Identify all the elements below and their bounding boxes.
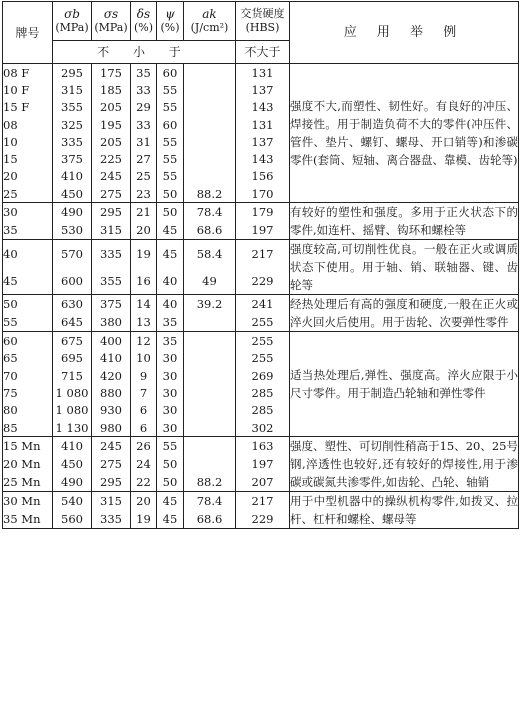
grade-cell: 35 [3, 221, 53, 240]
yield-strength-cell: 410 [92, 350, 131, 367]
elongation-cell: 9 [131, 367, 157, 384]
grade-cell: 15 Mn [3, 437, 53, 456]
impact-toughness-cell [184, 455, 236, 473]
not-more-than-header: 不大于 [236, 41, 290, 64]
reduction-of-area-cell: 40 [157, 267, 184, 295]
table-row [3, 332, 519, 350]
elongation-cell: 29 [131, 99, 157, 116]
yield-strength-header: σs (MPa) [92, 2, 131, 41]
table-header [3, 2, 519, 64]
reduction-of-area-header: ψ (%) [157, 2, 184, 41]
impact-toughness-cell [184, 150, 236, 167]
tensile-strength-cell: 355 [53, 99, 92, 116]
yield-strength-cell: 355 [92, 267, 131, 295]
elongation-cell: 14 [131, 295, 157, 314]
grade-cell: 45 [3, 267, 53, 295]
hardness-header: 交货硬度 (HBS) [236, 2, 290, 41]
reduction-of-area-cell: 55 [157, 99, 184, 116]
impact-toughness-cell: 88.2 [184, 473, 236, 492]
tensile-strength-cell: 335 [53, 133, 92, 150]
elongation-cell: 23 [131, 185, 157, 203]
hardness-cell: 207 [236, 473, 290, 492]
reduction-of-area-cell: 30 [157, 367, 184, 384]
tensile-strength-cell: 1 080 [53, 402, 92, 419]
grade-cell: 65 [3, 350, 53, 367]
hardness-cell: 255 [236, 332, 290, 350]
grade-cell: 10 F [3, 81, 53, 98]
impact-toughness-cell: 78.4 [184, 492, 236, 511]
elongation-cell: 7 [131, 384, 157, 401]
impact-toughness-header: ak (J/cm²) [184, 2, 236, 41]
hardness-cell: 302 [236, 419, 290, 437]
tensile-strength-cell: 1 130 [53, 419, 92, 437]
yield-strength-cell: 245 [92, 437, 131, 456]
yield-strength-cell: 380 [92, 313, 131, 332]
hardness-cell: 170 [236, 185, 290, 203]
elongation-cell: 13 [131, 313, 157, 332]
hardness-cell: 241 [236, 295, 290, 314]
grade-cell: 20 Mn [3, 455, 53, 473]
impact-toughness-cell [184, 81, 236, 98]
tensile-strength-header: σb (MPa) [53, 2, 92, 41]
tensile-strength-cell: 450 [53, 455, 92, 473]
hardness-cell: 229 [236, 267, 290, 295]
impact-toughness-cell: 68.6 [184, 510, 236, 529]
grade-cell: 20 [3, 168, 53, 185]
steel-group [3, 64, 519, 203]
impact-toughness-cell [184, 350, 236, 367]
grade-cell: 80 [3, 402, 53, 419]
grade-cell: 85 [3, 419, 53, 437]
reduction-of-area-cell: 50 [157, 455, 184, 473]
yield-strength-cell: 175 [92, 64, 131, 82]
impact-toughness-cell: 68.6 [184, 221, 236, 240]
tensile-strength-cell: 315 [53, 81, 92, 98]
elongation-cell: 10 [131, 350, 157, 367]
impact-toughness-cell [184, 384, 236, 401]
hardness-cell: 197 [236, 221, 290, 240]
impact-toughness-cell [184, 168, 236, 185]
elongation-cell: 27 [131, 150, 157, 167]
yield-strength-cell: 315 [92, 492, 131, 511]
yield-strength-cell: 205 [92, 99, 131, 116]
impact-toughness-cell [184, 419, 236, 437]
impact-toughness-cell: 49 [184, 267, 236, 295]
hardness-cell: 255 [236, 350, 290, 367]
tensile-strength-cell: 630 [53, 295, 92, 314]
reduction-of-area-cell: 50 [157, 473, 184, 492]
tensile-strength-cell: 600 [53, 267, 92, 295]
yield-strength-cell: 375 [92, 295, 131, 314]
tensile-strength-cell: 325 [53, 116, 92, 133]
application-cell: 适当热处理后,弹性、强度高。淬火应限于小尺寸零件。用于制造凸轮轴和弹性零件 [290, 332, 519, 437]
application-cell: 用于中型机器中的操纵机构零件,如拨叉、拉杆、杠杆和螺栓、螺母等 [290, 492, 519, 529]
yield-strength-cell: 275 [92, 455, 131, 473]
grade-cell: 08 F [3, 64, 53, 82]
grade-cell: 60 [3, 332, 53, 350]
grade-cell: 30 Mn [3, 492, 53, 511]
impact-toughness-cell [184, 64, 236, 82]
tensile-strength-cell: 540 [53, 492, 92, 511]
steel-group [3, 203, 519, 240]
reduction-of-area-cell: 40 [157, 295, 184, 314]
hardness-cell: 137 [236, 133, 290, 150]
elongation-cell: 20 [131, 492, 157, 511]
table-row [3, 240, 519, 268]
elongation-cell: 25 [131, 168, 157, 185]
elongation-cell: 26 [131, 437, 157, 456]
reduction-of-area-cell: 60 [157, 64, 184, 82]
table-row [3, 437, 519, 456]
reduction-of-area-cell: 55 [157, 150, 184, 167]
yield-strength-cell: 335 [92, 510, 131, 529]
yield-strength-cell: 335 [92, 240, 131, 268]
application-cell: 强度不大,而塑性、韧性好。有良好的冲压、焊接性。用于制造负荷不大的零件(冲压件、管件、垫片、螺钉、螺母、开口销等)和渗碳零件(套筒、短轴、离合器盘、靠模、齿轮等) [290, 64, 519, 203]
tensile-strength-cell: 410 [53, 168, 92, 185]
grade-cell: 10 [3, 133, 53, 150]
reduction-of-area-cell: 30 [157, 402, 184, 419]
grade-header: 牌号 [3, 2, 53, 64]
impact-toughness-cell [184, 99, 236, 116]
hardness-cell: 217 [236, 492, 290, 511]
elongation-cell: 31 [131, 133, 157, 150]
steel-group [3, 295, 519, 332]
grade-cell: 15 F [3, 99, 53, 116]
hardness-cell: 156 [236, 168, 290, 185]
yield-strength-cell: 295 [92, 473, 131, 492]
tensile-strength-cell: 570 [53, 240, 92, 268]
impact-toughness-cell [184, 402, 236, 419]
reduction-of-area-cell: 55 [157, 133, 184, 150]
steel-group [3, 240, 519, 295]
application-cell: 有较好的塑性和强度。多用于正火状态下的零件,如连杆、摇臂、钩环和螺栓等 [290, 203, 519, 240]
hardness-cell: 285 [236, 402, 290, 419]
reduction-of-area-cell: 45 [157, 492, 184, 511]
application-header: 应 用 举 例 [290, 2, 519, 64]
hardness-cell: 179 [236, 203, 290, 222]
hardness-cell: 131 [236, 64, 290, 82]
impact-toughness-cell: 78.4 [184, 203, 236, 222]
reduction-of-area-cell: 35 [157, 332, 184, 350]
reduction-of-area-cell: 45 [157, 221, 184, 240]
elongation-cell: 24 [131, 455, 157, 473]
tensile-strength-cell: 1 080 [53, 384, 92, 401]
steel-group [3, 437, 519, 492]
grade-cell: 35 Mn [3, 510, 53, 529]
reduction-of-area-cell: 55 [157, 81, 184, 98]
tensile-strength-cell: 450 [53, 185, 92, 203]
elongation-cell: 19 [131, 240, 157, 268]
yield-strength-cell: 275 [92, 185, 131, 203]
impact-toughness-cell [184, 332, 236, 350]
tensile-strength-cell: 645 [53, 313, 92, 332]
reduction-of-area-cell: 55 [157, 437, 184, 456]
steel-group [3, 332, 519, 437]
reduction-of-area-cell: 60 [157, 116, 184, 133]
reduction-of-area-cell: 30 [157, 350, 184, 367]
yield-strength-cell: 205 [92, 133, 131, 150]
hardness-cell: 143 [236, 150, 290, 167]
tensile-strength-cell: 490 [53, 473, 92, 492]
yield-strength-cell: 880 [92, 384, 131, 401]
hardness-cell: 285 [236, 384, 290, 401]
yield-strength-cell: 245 [92, 168, 131, 185]
steel-properties-table [2, 1, 519, 529]
grade-cell: 75 [3, 384, 53, 401]
reduction-of-area-cell: 50 [157, 185, 184, 203]
grade-cell: 70 [3, 367, 53, 384]
elongation-cell: 33 [131, 81, 157, 98]
yield-strength-cell: 225 [92, 150, 131, 167]
impact-toughness-cell [184, 313, 236, 332]
elongation-cell: 6 [131, 419, 157, 437]
yield-strength-cell: 315 [92, 221, 131, 240]
tensile-strength-cell: 410 [53, 437, 92, 456]
reduction-of-area-cell: 45 [157, 240, 184, 268]
elongation-cell: 6 [131, 402, 157, 419]
elongation-cell: 20 [131, 221, 157, 240]
yield-strength-cell: 185 [92, 81, 131, 98]
grade-cell: 08 [3, 116, 53, 133]
hardness-cell: 131 [236, 116, 290, 133]
not-less-than-header: 不 小 于 [53, 41, 236, 64]
yield-strength-cell: 400 [92, 332, 131, 350]
hardness-cell: 229 [236, 510, 290, 529]
grade-cell: 40 [3, 240, 53, 268]
impact-toughness-cell [184, 367, 236, 384]
table-row [3, 64, 519, 82]
impact-toughness-cell: 88.2 [184, 185, 236, 203]
tensile-strength-cell: 295 [53, 64, 92, 82]
impact-toughness-cell: 39.2 [184, 295, 236, 314]
grade-cell: 15 [3, 150, 53, 167]
tensile-strength-cell: 675 [53, 332, 92, 350]
hardness-cell: 255 [236, 313, 290, 332]
impact-toughness-cell: 58.4 [184, 240, 236, 268]
hardness-cell: 143 [236, 99, 290, 116]
hardness-cell: 269 [236, 367, 290, 384]
reduction-of-area-cell: 30 [157, 384, 184, 401]
yield-strength-cell: 195 [92, 116, 131, 133]
elongation-cell: 33 [131, 116, 157, 133]
impact-toughness-cell [184, 133, 236, 150]
yield-strength-cell: 980 [92, 419, 131, 437]
impact-toughness-cell [184, 437, 236, 456]
elongation-cell: 12 [131, 332, 157, 350]
hardness-cell: 197 [236, 455, 290, 473]
tensile-strength-cell: 715 [53, 367, 92, 384]
grade-cell: 25 [3, 185, 53, 203]
elongation-cell: 22 [131, 473, 157, 492]
hardness-cell: 163 [236, 437, 290, 456]
tensile-strength-cell: 490 [53, 203, 92, 222]
application-cell: 强度较高,可切削性优良。一般在正火或调质状态下使用。用于轴、销、联轴器、键、齿轮等 [290, 240, 519, 295]
elongation-cell: 19 [131, 510, 157, 529]
yield-strength-cell: 930 [92, 402, 131, 419]
elongation-cell: 35 [131, 64, 157, 82]
grade-cell: 55 [3, 313, 53, 332]
hardness-cell: 217 [236, 240, 290, 268]
elongation-cell: 16 [131, 267, 157, 295]
reduction-of-area-cell: 35 [157, 313, 184, 332]
yield-strength-cell: 420 [92, 367, 131, 384]
hardness-cell: 137 [236, 81, 290, 98]
tensile-strength-cell: 560 [53, 510, 92, 529]
grade-cell: 30 [3, 203, 53, 222]
table-row [3, 203, 519, 222]
tensile-strength-cell: 375 [53, 150, 92, 167]
elongation-cell: 21 [131, 203, 157, 222]
yield-strength-cell: 295 [92, 203, 131, 222]
steel-group [3, 492, 519, 529]
application-cell: 经热处理后有高的强度和硬度,一般在正火或淬火回火后使用。用于齿轮、次要弹性零件 [290, 295, 519, 332]
table-row [3, 295, 519, 314]
reduction-of-area-cell: 45 [157, 510, 184, 529]
elongation-header: δs (%) [131, 2, 157, 41]
reduction-of-area-cell: 30 [157, 419, 184, 437]
impact-toughness-cell [184, 116, 236, 133]
reduction-of-area-cell: 55 [157, 168, 184, 185]
grade-cell: 25 Mn [3, 473, 53, 492]
reduction-of-area-cell: 50 [157, 203, 184, 222]
grade-cell: 50 [3, 295, 53, 314]
table-row [3, 492, 519, 511]
application-cell: 强度、塑性、可切削性稍高于15、20、25号钢,淬透性也较好,还有较好的焊接性,用于渗碳或碳氮共渗零件,如齿轮、凸轮、轴销 [290, 437, 519, 492]
tensile-strength-cell: 695 [53, 350, 92, 367]
tensile-strength-cell: 530 [53, 221, 92, 240]
